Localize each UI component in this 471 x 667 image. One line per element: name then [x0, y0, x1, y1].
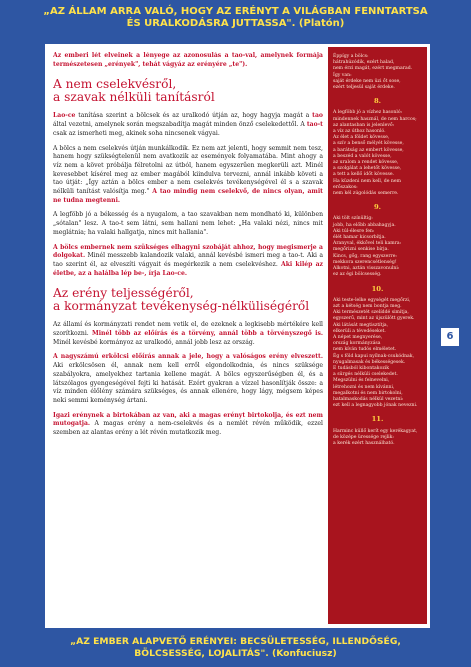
paragraph-moral-rules: [53, 353, 323, 405]
bottom-quote-banner: [0, 630, 471, 667]
text-span: A magas erény a nem-cselekvés és a nemlét révén működik, ezzel szemben az alantas erény a lét révén mutatkozik meg.: [53, 420, 323, 437]
paragraph-non-action: [53, 145, 323, 206]
top-quote-banner: [0, 0, 471, 40]
poem-stanza-10: Aki teste-lelke egységét megőrzi, azt a kétség nem bontja meg. Aki természetét szelíddé simítja, egyszerű, mint az újszülött gyerek. Aki látását megtisztítja, elkerüli a tévedéseket. A népet megnyerése, ország kormányzása nem kíván tudós elméletet. Ég s föld kapui nyílnak-csukódnak, nyugalmasak és békességesek. E tudásból kibontakozik a sürgés nélküli cselekedet. Megszülni és felnevelni, létrehozni és nem kívánni, megalkotni és nem birtokolni, hatalmaskodás nélkül vezetni: ezt kell a legnagyobb jónak nevezni.: [333, 297, 418, 409]
poem-number-10: 10.: [371, 284, 384, 293]
heading-1-line-2: a szavak nélküli tanításról: [53, 90, 215, 105]
highlight-span: A bölcs embernek nem szükséges elhagyni szobáját ahhoz, hogy megismerje a dolgokat.: [53, 243, 323, 260]
paragraph-true-virtue: [53, 412, 323, 438]
highlight-span: Igazi erénynek a birtokában az van, aki a magas erényt birtokolja, és ezt nem mutogatja.: [53, 411, 323, 428]
highlight-span: A nagyszámú erkölcsi előírás annak a jele, hogy a valóságos erény elveszett.: [53, 353, 323, 361]
highlight-span: Minél több az előírás és a törvény, annál több a törvényszegő is.: [88, 330, 323, 338]
poem-stanza-11: Harminc küllő kerít egy kerékagyat, de középe üressége rejlik: a kerék ezért használható.: [333, 428, 418, 446]
heading-1-line-1: A nem cselekvésről,: [53, 77, 177, 92]
highlight-span: Aki kilép az életbe, az a halálba lép be-, írja Lao-ce.: [53, 260, 323, 277]
term-tao-t: tao-t: [306, 121, 323, 129]
intro-paragraph: Az emberi lét elveinek a lényege az azonosulás a tao-val, amelynek formája természetesen „erények", tehát vágyáz az erényére „te").: [53, 52, 323, 68]
paragraph-wise-man: [53, 244, 323, 279]
poem-number-11: 11.: [371, 415, 384, 424]
poem-number-8: 8.: [373, 97, 382, 106]
bottom-quote-line-2: BÖLCSESSÉG, LOJALITÁS". (Konfuciusz): [134, 648, 337, 659]
term-laoce: Lao-ce: [53, 112, 76, 120]
text-span: A bölcs a nem cselekvés útján munkálkodik. Ez nem azt jelenti, hogy semmit nem tesz, hanem hogy szükségtelenül nem avatkozik az események folyamatába. Mint ahogy a víz nem a követ próbálja félretolni az útból, hanem egyszerűen megkerüli azt. Minél kevesebbet kísérel meg az ember magából kiindulva tervezni, annál inkább követi a tao útját: „Így aztán a bölcs ember a nem cselekvés tevékenységével él s a szavak nélküli tanítást valósítja meg.": [53, 144, 323, 196]
text-span: által vezetni, amelynek során megszabadítja magát minden önző cselekedettől. A: [53, 121, 307, 129]
paragraph-state-order: [53, 321, 323, 347]
bottom-quote-line-1: „AZ EMBER ALAPVETŐ ERÉNYEI: BECSÜLETESSÉG, ILLENDŐSÉG,: [70, 636, 401, 647]
text-span: Minél messzebb kalandozik valaki, annál kevésbé ismeri meg a tao-t. Aki a tao szerint él, az elveszíti vágyait és megérkezik a nem cselekvéshez.: [53, 252, 323, 268]
highlight-span: A tao mindig nem cselekvő, de nincs olyan, amit ne tudna megtenni.: [53, 188, 323, 204]
text-span: Minél kevésbé kormányoz az uralkodó, annál jobb lesz az ország.: [53, 338, 255, 346]
main-text-column: [53, 52, 323, 622]
poem-stanza-7-end: Éppígy a bölcs: hátrahúzódik, ezért halad, nem érzi magát, ezért megmarad. Így van: saját érdeke nem üzi őt sose, ezért teljesül saját érdeke.: [333, 54, 413, 91]
poem-sidebar: [328, 47, 427, 624]
page-content: [45, 44, 430, 628]
poem-number-9: 9.: [373, 203, 382, 212]
poem-stanza-9: Aki tölt színültig: jobb, ha előbb abbahagyja. Aki túl-élesre fen: élét hamar kicsorbítja. Aranyval, ékkővel teli kamra: megőrizni senkise bírja. Kincs, gőg, rang egyszerre: mekkora szerencsétlenség! Alkotni, aztán visszavonulni: ez az égi bölcsesség.: [333, 216, 402, 278]
page-number-badge: 6: [441, 328, 459, 346]
section-heading-virtue: [53, 287, 323, 313]
text-span: Az államí és kormányzati rendet nem vetik el, de ezeknek a legkisebb mértékére kell szorítkozni.: [53, 321, 323, 338]
section-heading-non-action: [53, 78, 323, 104]
poem-stanza-8: A legföbb jó a vízhez hasonló: mindennek használ, de nem harcos; az alantasban is jelenlevő: a víz az úthoz hasonló. Az élet a földet kövesse, a szív a benső mélyét kövesse, a barátság az embert kövesse, a beszéd a valót kövesse, az uralom a rendet kövesse, a szolgálat a lehetőt kövesse, a tett a kellő időt kövesse. Ha küzdeni nem kell, de nem erőszakos: nem kél zúgolódás semerre.: [333, 110, 417, 197]
top-quote-line-2: ÉS URALKODÁSRA JUTTASSA". (Platón): [126, 18, 345, 29]
paragraph-laoce: [53, 112, 323, 138]
text-span: Aki erkölcsösen él, annak nem kell erről elgondolkodnia, és nincs szüksége szabályokra, amelyekhez tartania kellene magát. A bölcs egyszerűségben él, és a látszólagos gyengeségével fejti ki hatását. Ezért gyakran a vízzel hasonlítják össze: a víz minden élőlény számára szükséges, és annak ellenére, hogy lágy, mégsem képes neki semmi keménység ártani.: [53, 362, 323, 404]
term-tao: tao: [312, 112, 323, 120]
heading-2-line-1: Az erény teljességéről,: [53, 286, 194, 301]
top-quote-line-1: „AZ ÁLLAM ARRA VALÓ, HOGY AZ ERÉNYT A VILÁGBAN FENNTARTSA: [43, 6, 428, 17]
paragraph-highest-good: A legföbb jó a békesség és a nyugalom, a tao szavakban nem mondható ki, különben „sótalan" lesz. A tao-t sem látni, sem hallani nem lehet: „Ha valaki nézi, nincs mit meglátnia; ha valaki hallgatja, nincs mit hallania".: [53, 211, 323, 236]
text-span: tanítása szerint a bölcsek és az uralkodó útján az, hogy hagyja magát a: [75, 112, 313, 120]
heading-2-line-2: a kormányzat tevékenység-nélküliségéről: [53, 299, 310, 314]
text-span: csak az ismerheti meg, akinek soha nincsenek vágyai.: [53, 129, 220, 137]
